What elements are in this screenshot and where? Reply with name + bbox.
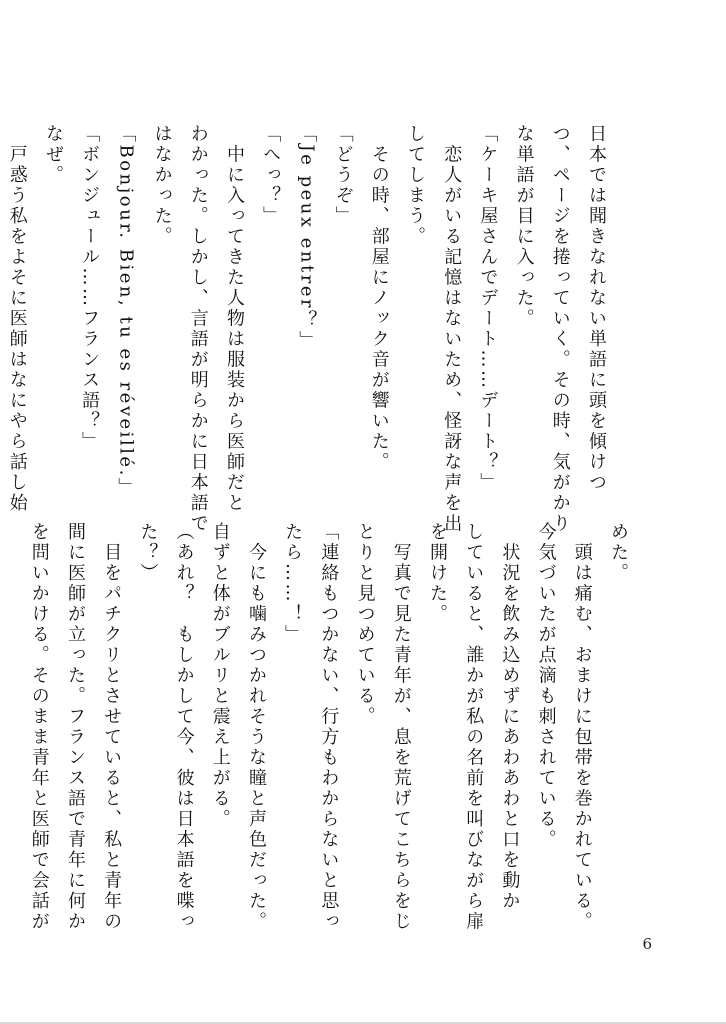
text-line: 今気づいたが点滴も刺されている。 [535, 522, 557, 850]
text-line: してしまう。 [404, 124, 426, 247]
page-number: 6 [642, 935, 652, 953]
text-line: つ、ページを捲っていく。その時、気がかり [549, 124, 571, 534]
text-line: わかった。しかし、言語が明らかに日本語で [187, 124, 209, 534]
text-line: たら……！」 [282, 522, 304, 645]
text-line: を問いかける。そのまま青年と医師で会話が [28, 522, 50, 932]
text-line: その時、部屋にノック音が響いた。 [368, 124, 390, 473]
text-line: めた。 [608, 522, 629, 584]
text-line: していると、誰かが私の名前を叫びながら扉 [463, 522, 485, 932]
text-line: 「へっ？」 [260, 124, 282, 227]
text-line: 自ずと体がブルリと震え上がる。 [209, 522, 231, 830]
text-line: 頭は痛む、おまけに包帯を巻かれている。 [571, 522, 593, 932]
text-line: を開けた。 [426, 522, 448, 625]
text-line: 状況を飲み込めずにあわあわと口を動か [499, 522, 521, 912]
text-line: 「Je peux entrer？」 [296, 124, 318, 352]
text-line: 「Bonjour. Bien, tu es réveillé.」 [115, 124, 137, 499]
text-line: 今にも噛みつかれそうな瞳と声色だった。 [245, 522, 267, 932]
text-line: な単語が目に入った。 [513, 124, 535, 329]
text-line: 目をパチクリとさせていると、私と青年の [101, 522, 123, 932]
text-line: はなかった。 [151, 124, 173, 247]
text-line: 恋人がいる記憶はないため、怪訝な声を出 [441, 124, 463, 534]
text-block-top [0, 124, 614, 544]
text-line: 中に入ってきた人物は服装から医師だと [223, 124, 245, 514]
text-line: 戸惑う私をよそに医師はなにやら話し始 [6, 124, 28, 514]
text-line: 「ケーキ屋さんでデート……デート？」 [477, 124, 499, 493]
text-line: 「連絡もつかない、行方もわからないと思っ [318, 522, 340, 932]
text-line: た？） [137, 522, 159, 584]
text-line: とりと見つめている。 [354, 522, 376, 727]
text-line: 日本では聞きなれない単語に頭を傾けつ [586, 124, 607, 493]
text-line: なぜ。 [42, 124, 64, 186]
text-line: 「ボンジュール……フランス語？」 [79, 124, 101, 452]
text-line: 「どうぞ」 [332, 124, 354, 227]
text-line: （あれ？ もしかして今、彼は日本語を喋っ [173, 522, 195, 932]
text-line: 間に医師が立った。フランス語で青年に何か [64, 522, 86, 932]
text-line: 写真で見た青年が、息を荒げてこちらをじ [390, 522, 412, 932]
text-block-bottom [21, 522, 636, 942]
